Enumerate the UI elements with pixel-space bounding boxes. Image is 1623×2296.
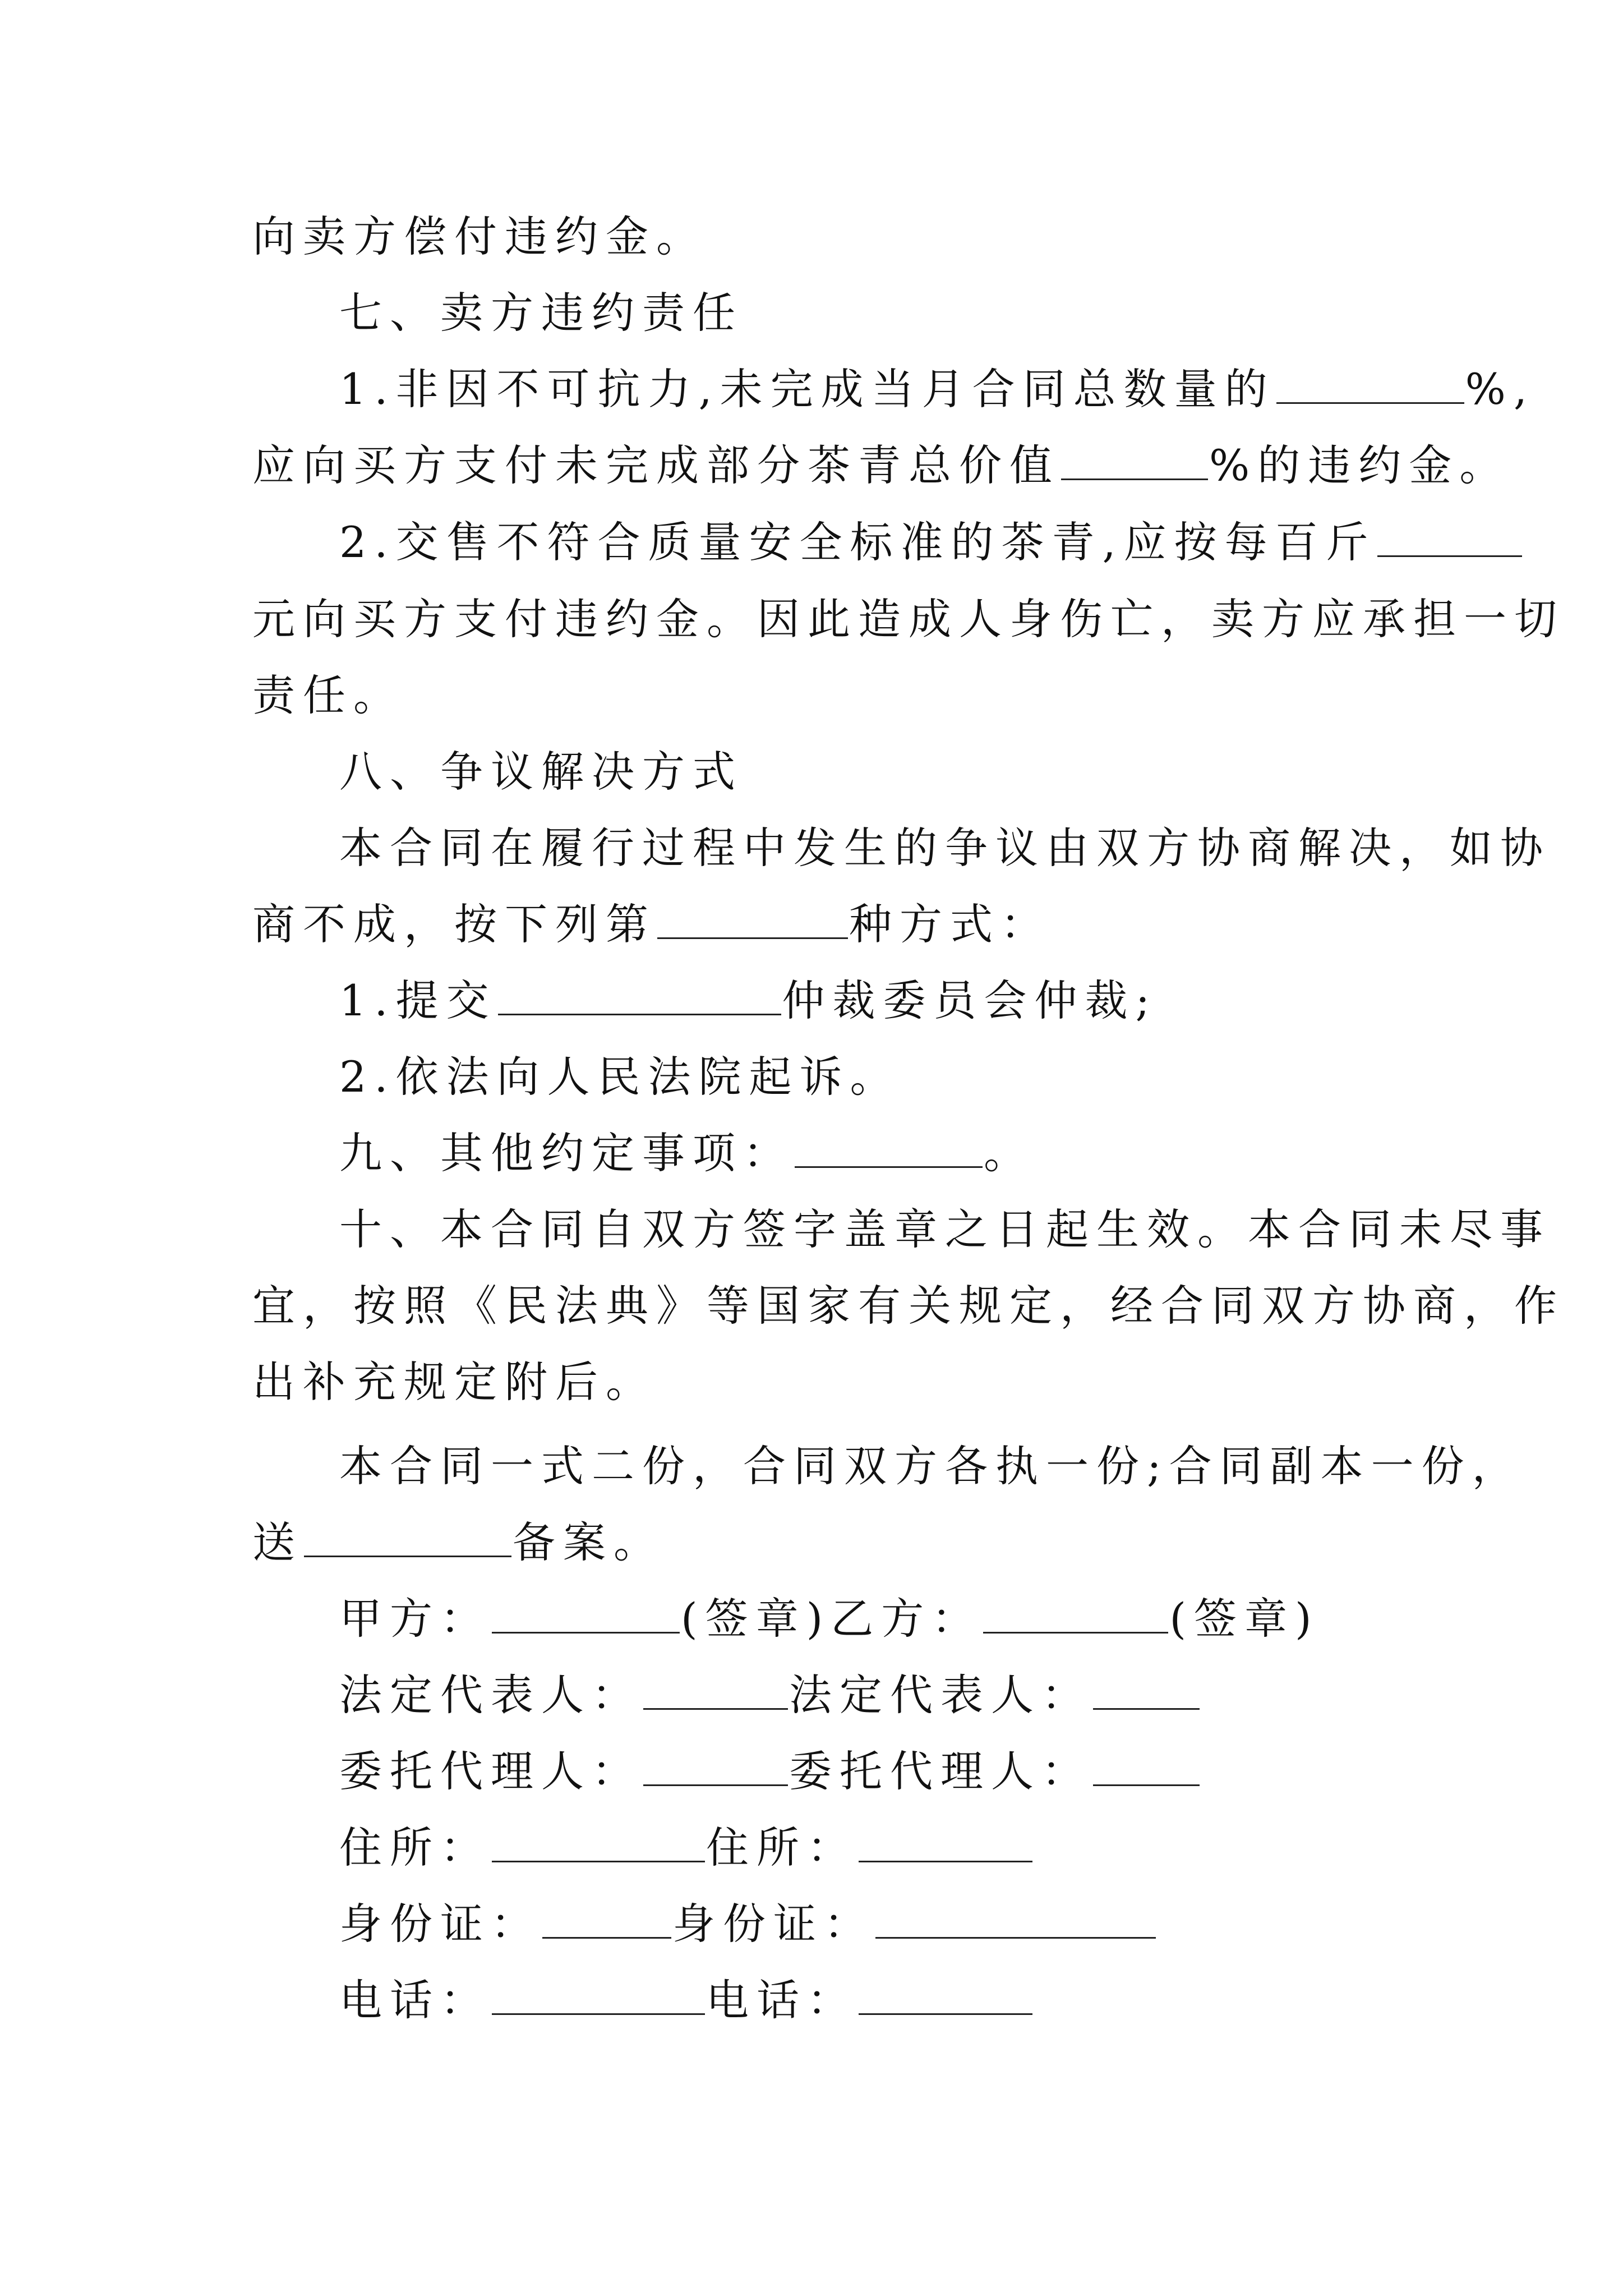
fill-in-blank [1061,445,1208,480]
fill-in-blank [492,1598,680,1634]
fill-in-blank [1093,1751,1200,1786]
signature-line-phone [339,1972,1034,2028]
signature-line-id-card [339,1896,1157,1952]
text-run: 法定代表人： [789,1670,1092,1720]
text-run: 出补充规定附后。 [252,1357,656,1407]
text-run: 元向买方支付违约金。因此造成人身伤亡，卖方应承担一切 [252,594,1565,644]
text-run: 甲方： [339,1594,491,1644]
fill-in-blank [492,1827,705,1862]
text-run: 2.依法向人民法院起诉。 [339,1052,901,1102]
text-line [339,973,1158,1029]
text-line [252,438,1510,494]
fill-in-blank [875,1903,1156,1939]
fill-in-blank [304,1522,511,1557]
text-run: 十、本合同自双方签字盖章之日起生效。本合同未尽事 [339,1204,1551,1254]
text-line [339,820,1551,876]
fill-in-blank [498,980,781,1015]
text-run: 九、其他约定事项： [339,1128,794,1178]
text-run: 种方式： [849,899,1051,949]
text-run: 商不成，按下列第 [252,899,656,949]
text-run: 1.提交 [339,976,497,1025]
text-line [339,1438,1523,1494]
text-run: 本合同在履行过程中发生的争议由双方协商解决，如协 [339,823,1551,873]
text-run: 八、争议解决方式 [339,747,743,797]
signature-line-party [339,1591,1320,1647]
text-line [252,591,1565,647]
signature-line-address [339,1820,1034,1876]
text-run: 2.交售不符合质量安全标准的茶青,应按每百斤 [339,517,1376,567]
text-line [339,514,1523,570]
text-run: 七、卖方违约责任 [339,288,743,338]
text-run: 备案。 [513,1517,664,1567]
text-run: 责任。 [252,670,404,720]
text-run: 住所： [706,1823,857,1872]
text-run: 仲裁委员会仲裁; [782,976,1158,1025]
fill-in-blank [643,1751,788,1786]
fill-in-blank [859,1827,1032,1862]
text-run: 电话： [706,1975,857,2025]
text-line [252,1515,664,1571]
fill-in-blank [1093,1674,1200,1710]
text-run: 委托代理人： [789,1746,1092,1796]
fill-in-blank [1276,369,1464,404]
text-run: 身份证： [672,1899,874,1949]
text-run: 身份证： [339,1899,541,1949]
text-line [339,361,1535,417]
text-run: (签章) [1169,1594,1320,1644]
text-line [252,896,1051,953]
text-run: 本合同一式二份，合同双方各执一份;合同副本一份， [339,1441,1523,1491]
text-line [252,1278,1565,1334]
text-run: 电话： [339,1975,491,2025]
text-run: %, [1465,364,1536,414]
fill-in-blank [1377,522,1522,557]
fill-in-blank [492,1980,705,2015]
signature-line-representative [339,1667,1201,1723]
text-run: 法定代表人： [339,1670,642,1720]
text-line [339,1202,1551,1258]
text-line [252,668,404,724]
text-run: (签章)乙方： [681,1594,983,1644]
text-run: 住所： [339,1823,491,1872]
fill-in-blank [657,904,848,939]
fill-in-blank [795,1133,983,1168]
fill-in-blank [983,1598,1168,1634]
fill-in-blank [542,1903,671,1939]
signature-line-agent [339,1743,1201,1800]
section-heading [339,285,743,341]
text-line [339,1125,1034,1181]
fill-in-blank [643,1674,788,1710]
section-heading [339,744,743,800]
text-line [252,1354,656,1410]
text-run: 向卖方偿付违约金。 [252,211,707,261]
text-run: 应向买方支付未完成部分茶青总价值 [252,440,1060,490]
text-run: 。 [984,1128,1034,1178]
text-line [339,1049,901,1105]
text-run: 委托代理人： [339,1746,642,1796]
fill-in-blank [859,1980,1032,2015]
text-run: 送 [252,1517,303,1567]
text-line [252,209,707,265]
text-run: %的违约金。 [1209,440,1510,490]
text-run: 宜，按照《民法典》等国家有关规定，经合同双方协商，作 [252,1281,1565,1331]
text-run: 1.非因不可抗力,未完成当月合同总数量的 [339,364,1275,414]
